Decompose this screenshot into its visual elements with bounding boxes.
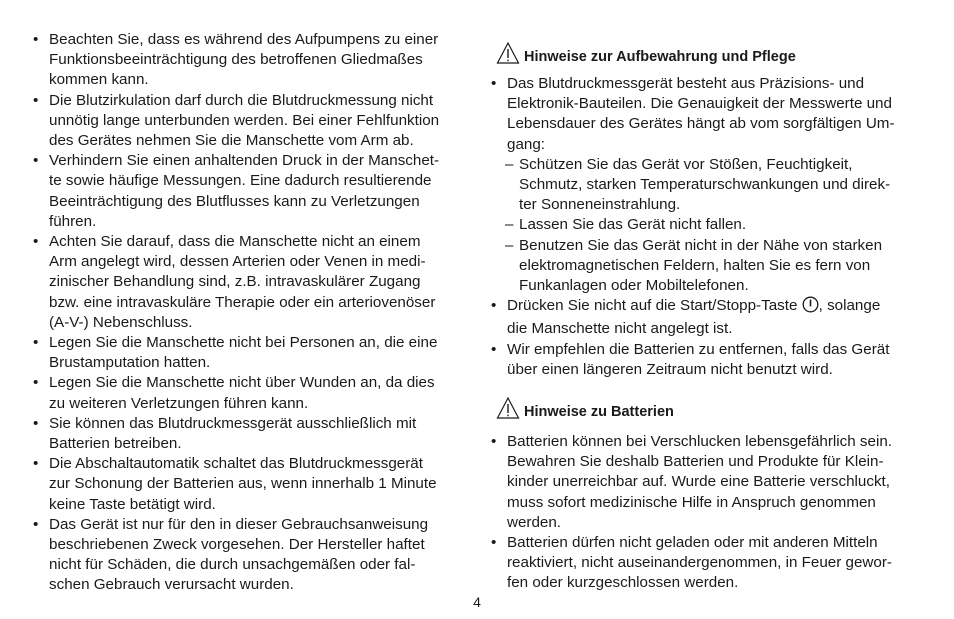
list-item-text: Achten Sie darauf, dass die Manschette nicht an einem Arm angelegt wird, dessen Arterien oder Venen in medi- zinischer Behandlung sind, z.B. intravaskulärer Zugang bzw. eine intravaskuläre Therapie oder ein arteriovenöser (A-V-) Nebenschluss. bbox=[49, 233, 436, 331]
list-item bbox=[33, 30, 473, 91]
section-title: Hinweise zur Aufbewahrung und Pflege bbox=[524, 49, 796, 65]
list-item bbox=[33, 414, 473, 454]
list-item-text: Das Gerät ist nur für den in dieser Gebrauchsanweisung beschriebenen Zweck vorgesehen. Der Hersteller haftet nicht für Schäden, die durch unsachgemäßen oder fal- schen Gebrauch verursacht wurden. bbox=[49, 515, 429, 594]
bullet-mark: • bbox=[33, 374, 39, 392]
dash-mark: – bbox=[505, 216, 514, 234]
list-item bbox=[33, 151, 473, 232]
bullet-mark: • bbox=[491, 297, 497, 315]
dash-mark: – bbox=[505, 155, 514, 173]
dash-item bbox=[491, 155, 931, 216]
bullet-mark: • bbox=[491, 534, 497, 552]
list-item-text-end: , solange die Manschette nicht angelegt ist. bbox=[507, 297, 881, 338]
page-number: 4 bbox=[473, 594, 481, 610]
list-item-text: Die Blutzirkulation darf durch die Blutdruckmessung nicht unnötig lange unterbunden werden. Bei einer Fehlfunktion des Gerätes nehmen Sie die Manschette vom Arm ab. bbox=[49, 91, 440, 150]
list-item bbox=[33, 91, 473, 152]
list-item-text: Das Blutdruckmessgerät besteht aus Präzisions- und Elektronik-Bauteilen. Die Genauigkeit der Messwerte und Lebensdauer des Gerätes hängt ab vom sorgfältigen Um- gang: bbox=[507, 75, 895, 153]
left-column bbox=[33, 30, 473, 596]
bullet-mark: • bbox=[33, 334, 39, 352]
safety-bullet-list bbox=[33, 30, 473, 596]
list-item-text: Wir empfehlen die Batterien zu entfernen, falls das Gerät über einen längeren Zeitraum nicht benutzt wird. bbox=[507, 340, 890, 378]
right-column bbox=[491, 30, 931, 594]
section-title: Hinweise zu Batterien bbox=[524, 404, 674, 421]
list-item bbox=[491, 340, 931, 380]
dash-item-text: Schützen Sie das Gerät vor Stößen, Feuchtigkeit, Schmutz, starken Temperaturschwankungen und direk- ter Sonneneinstrahlung. bbox=[519, 155, 891, 214]
bullet-mark: • bbox=[33, 31, 39, 48]
list-item bbox=[491, 74, 931, 155]
list-item-text: Legen Sie die Manschette nicht über Wunden an, da dies zu weiteren Verletzungen führen kann. bbox=[49, 374, 435, 412]
warning-triangle-icon bbox=[496, 396, 520, 420]
bullet-mark: • bbox=[33, 91, 39, 109]
dash-mark: – bbox=[505, 236, 514, 254]
list-item-text: Batterien dürfen nicht geladen oder mit anderen Mitteln reaktiviert, nicht auseinandergenommen, in Feuer gewor- fen oder kurzgeschlossen werden. bbox=[507, 534, 892, 592]
bullet-mark: • bbox=[33, 152, 39, 170]
list-item bbox=[33, 454, 473, 515]
section-heading-storage bbox=[496, 36, 931, 70]
bullet-mark: • bbox=[33, 515, 39, 533]
list-item bbox=[491, 432, 931, 533]
power-button-icon bbox=[802, 296, 819, 319]
storage-bullet-list-2 bbox=[491, 296, 931, 380]
storage-dash-list bbox=[491, 155, 931, 296]
list-item bbox=[491, 533, 931, 594]
bullet-mark: • bbox=[491, 433, 497, 451]
bullet-mark: • bbox=[33, 233, 39, 251]
list-item-text: Sie können das Blutdruckmessgerät ausschließlich mit Batterien betreiben. bbox=[49, 414, 417, 453]
bullet-mark: • bbox=[491, 340, 497, 358]
list-item bbox=[33, 515, 473, 596]
list-item-text: Beachten Sie, dass es während des Aufpumpens zu einer Funktionsbeeinträchtigung des betroffenen Gliedmaßes kommen kann. bbox=[49, 31, 439, 89]
list-item-text: Die Abschaltautomatik schaltet das Blutdruckmessgerät zur Schonung der Batterien aus, wenn innerhalb 1 Minute keine Taste betätigt wird. bbox=[49, 455, 437, 513]
list-item-text-start: Drücken Sie nicht auf die Start/Stopp-Taste bbox=[507, 297, 802, 315]
section-heading-batteries bbox=[496, 391, 931, 425]
warning-triangle-icon bbox=[496, 41, 520, 65]
list-item bbox=[33, 333, 473, 373]
list-item-text: Batterien können bei Verschlucken lebensgefährlich sein. Bewahren Sie deshalb Batterien und Produkte für Klein- kinder unerreichbar auf. Wurde eine Batterie verschluckt, muss sofort medizinische Hilfe in Anspruch genommen werden. bbox=[507, 433, 892, 531]
bullet-mark: • bbox=[33, 414, 39, 432]
list-item bbox=[33, 373, 473, 413]
list-item bbox=[33, 232, 473, 333]
storage-bullet-list bbox=[491, 74, 931, 155]
dash-item-text: Lassen Sie das Gerät nicht fallen. bbox=[519, 216, 747, 234]
list-item-text: Verhindern Sie einen anhaltenden Druck in der Manschet- te sowie häufige Messungen. Eine dadurch resultierende Beeinträchtigung des Blutflusses kann zu Verletzungen führen. bbox=[49, 152, 440, 230]
battery-bullet-list bbox=[491, 432, 931, 594]
bullet-mark: • bbox=[491, 75, 497, 92]
dash-item bbox=[491, 236, 931, 297]
dash-item-text: Benutzen Sie das Gerät nicht in der Nähe von starken elektromagnetischen Feldern, halten Sie es fern von Funkanlagen oder Mobiltelefonen. bbox=[519, 236, 883, 295]
list-item-text: Legen Sie die Manschette nicht bei Personen an, die eine Brustamputation hatten. bbox=[49, 334, 438, 372]
dash-item bbox=[491, 215, 931, 235]
list-item bbox=[491, 296, 931, 339]
bullet-mark: • bbox=[33, 455, 39, 473]
